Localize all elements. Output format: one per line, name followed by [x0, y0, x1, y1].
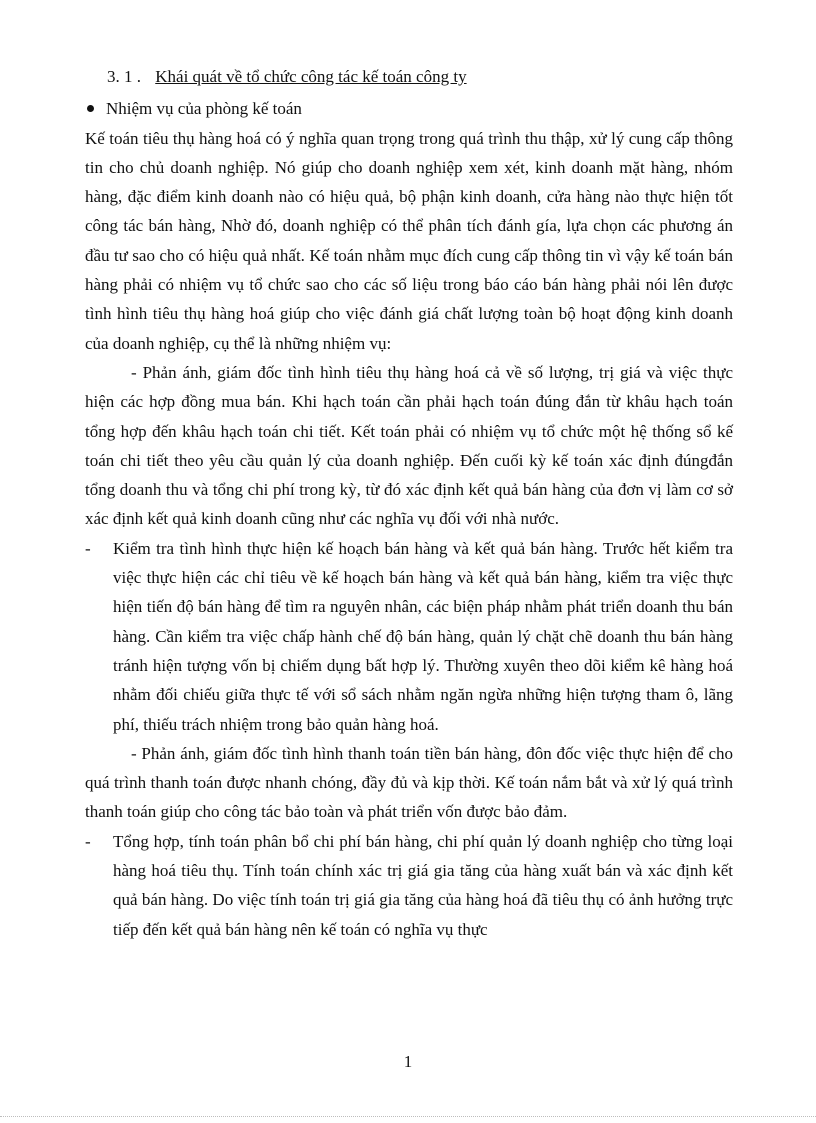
bullet-title: Nhiệm vụ của phòng kế toán [106, 99, 302, 119]
page-number: 1 [403, 1052, 413, 1071]
document-page [85, 62, 733, 944]
paragraph-payment: - Phản ánh, giám đốc tình hình thanh toán tiền bán hàng, đôn đốc việc thực hiện để cho quá trình thanh toán được nhanh chóng, đầy đủ và kịp thời. Kế toán nắm bắt và xử lý quá trình thanh toán giúp cho công tác bảo toàn và phát triển vốn được bảo đảm. [85, 743, 733, 822]
list-item-inspection [85, 534, 733, 739]
paragraph-inspection: Kiểm tra tình hình thực hiện kế hoạch bán hàng và kết quả bán hàng. Trước hết kiểm tra việc thực hiện các chỉ tiêu về kế hoạch bán hàng và kết quả bán hàng, kiểm tra việc thực hiện tiến độ bán hàng để tìm ra nguyên nhân, các biện pháp nhằm phát triển doanh thu bán hàng. Cần kiểm tra việc chấp hành chế độ bán hàng, quản lý chặt chẽ doanh thu bán hàng tránh hiện tượng vốn bị chiếm dụng bất hợp lý. Thường xuyên theo dõi kiểm kê hàng hoá nhằm đối chiếu giữa thực tế với sổ sách nhằm ngăn ngừa những hiện tượng tham ô, lãng phí, thiếu trách nhiệm trong bảo quản hàng hoá. [113, 538, 733, 734]
section-number: 3. 1 . [107, 67, 141, 86]
section-title: Khái quát về tổ chức công tác kế toán công ty [155, 67, 467, 86]
paragraph-cost-allocation: Tổng hợp, tính toán phân bổ chi phí bán hàng, chi phí quản lý doanh nghiệp cho từng loại hàng hoá tiêu thụ. Tính toán chính xác trị giá gia tăng của hàng xuất bán và xác định kết quả bán hàng. Do việc tính toán trị giá gia tăng của hàng hoá đã tiêu thụ có ảnh hưởng trực tiếp đến kết quả bán hàng nên kế toán có nghĩa vụ thực [113, 831, 733, 939]
paragraph-reporting: - Phản ánh, giám đốc tình hình tiêu thụ hàng hoá cả về số lượng, trị giá và việc thực hiện các hợp đồng mua bán. Khi hạch toán cần phải hạch toán đúng đắn từ khâu hạch toán tổng hợp đến khâu hạch toán chi tiết. Kết toán phải có nhiệm vụ tổ chức một hệ thống sổ kế toán chi tiết theo yêu cầu quản lý của doanh nghiệp. Đến cuối kỳ kế toán xác định đúngđắn tổng doanh thu và tổng chi phí trong kỳ, từ đó xác định kết quả bán hàng của đơn vị làm cơ sở xác định kết quả kinh doanh cũng như các nghĩa vụ đối với nhà nước. [85, 362, 733, 529]
bullet-heading [85, 94, 733, 123]
dash-marker: - [85, 831, 91, 851]
dash-marker: - [85, 538, 91, 558]
page-divider [0, 1116, 816, 1117]
bullet-icon [87, 105, 94, 112]
section-heading [85, 62, 733, 91]
list-item-cost-allocation [85, 827, 733, 944]
intro-paragraph: Kế toán tiêu thụ hàng hoá có ý nghĩa quan trọng trong quá trình thu thập, xử lý cung cấp thông tin cho chủ doanh nghiệp. Nó giúp cho doanh nghiệp xem xét, kinh doanh mặt hàng, nhóm hàng, đặc điểm kinh doanh nào có hiệu quả, bộ phận kinh doanh, cửa hàng nào thực hiện tốt công tác bán hàng, Nhờ đó, doanh nghiệp có thể phân tích đánh gía, lựa chọn các phương án đầu tư sao cho có hiệu quả nhất. Kế toán nhằm mục đích cung cấp thông tin vì vậy kế toán bán hàng phải có nhiệm vụ tổ chức sao cho các số liệu trong báo cáo bán hàng phải nói lên được tình hình tiêu thụ hàng hoá giúp cho việc đánh giá chất lượng toàn bộ hoạt động kinh doanh của doanh nghiệp, cụ thể là những nhiệm vụ: [85, 128, 733, 353]
